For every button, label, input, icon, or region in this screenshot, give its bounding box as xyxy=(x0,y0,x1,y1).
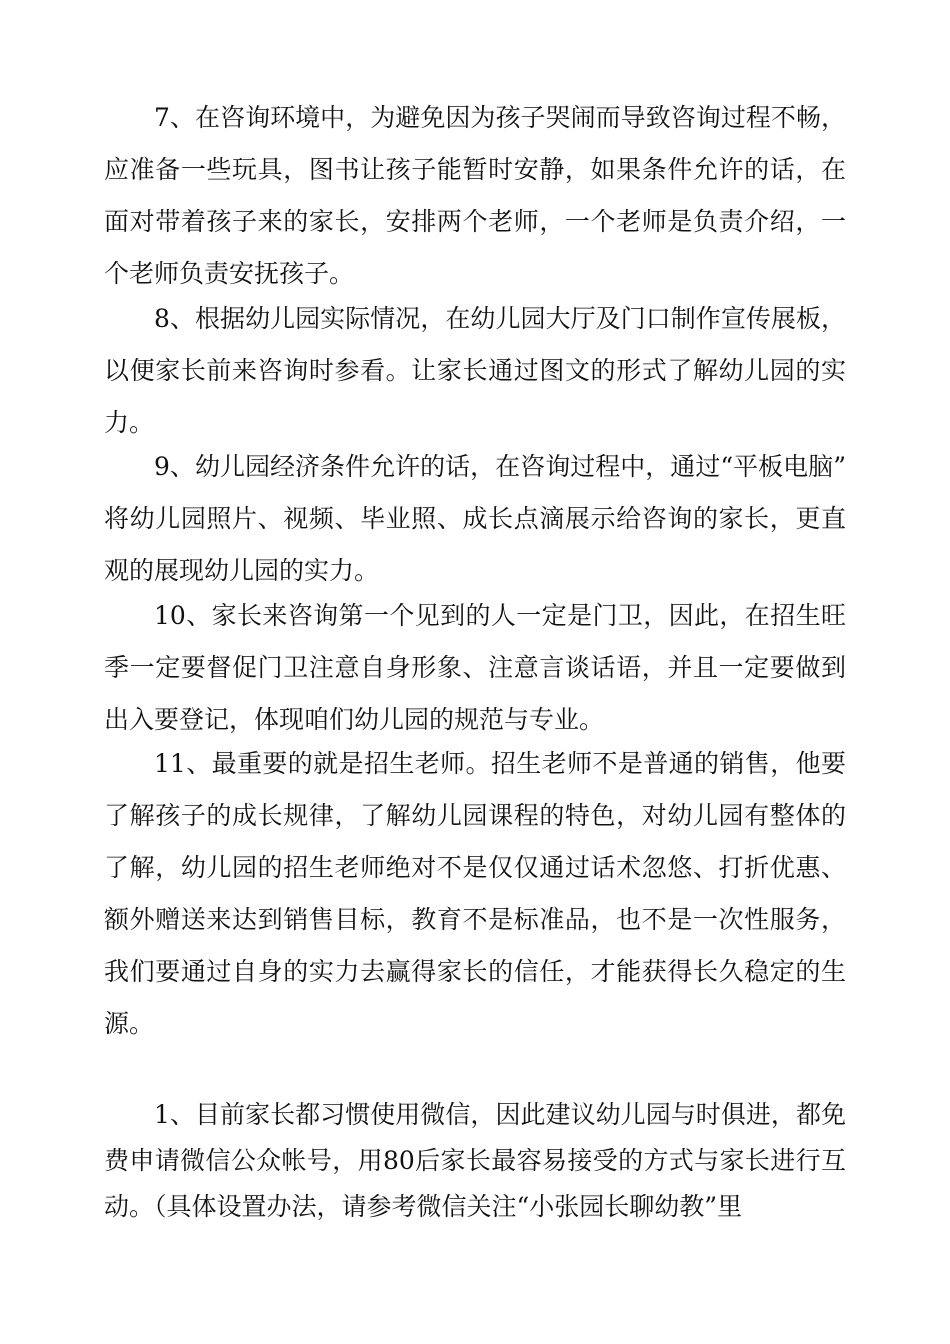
paragraph-item-10: 10、家长来咨询第一个见到的人一定是门卫，因此，在招生旺季一定要督促门卫注意自身形象、注意言谈话语，并且一定要做到出入要登记，体现咱们幼儿园的规范与专业。 xyxy=(104,601,846,734)
paragraph-item-8: 8、根据幼儿园实际情况，在幼儿园大厅及门口制作宣传展板，以便家长前来咨询时参看。让家长通过图文的形式了解幼儿园的实力。 xyxy=(104,304,846,437)
paragraph-item-9: 9、幼儿园经济条件允许的话，在咨询过程中，通过“平板电脑”将幼儿园照片、视频、毕业照、成长点滴展示给咨询的家长，更直观的展现幼儿园的实力。 xyxy=(104,452,846,585)
paragraph-item-7: 7、在咨询环境中，为避免因为孩子哭闹而导致咨询过程不畅，应准备一些玩具，图书让孩子能暂时安静，如果条件允许的话，在面对带着孩子来的家长，安排两个老师，一个老师是负责介绍，一个老师负责安抚孩子。 xyxy=(104,103,846,288)
paragraph-item-11: 11、最重要的就是招生老师。招生老师不是普通的销售，他要了解孩子的成长规律，了解幼儿园课程的特色，对幼儿园有整体的了解，幼儿园的招生老师绝对不是仅仅通过话术忽悠、打折优惠、额外赠送来达到销售目标，教育不是标准品，也不是一次性服务，我们要通过自身的实力去赢得家长的信任，才能获得长久稳定的生源。 xyxy=(104,749,846,1038)
paragraph-item-1: 1、目前家长都习惯使用微信，因此建议幼儿园与时俱进，都免费申请微信公众帐号，用80后家长最容易接受的方式与家长进行互动。（具体设置办法，请参考微信关注“小张园长聊幼教”里 xyxy=(104,1100,846,1221)
